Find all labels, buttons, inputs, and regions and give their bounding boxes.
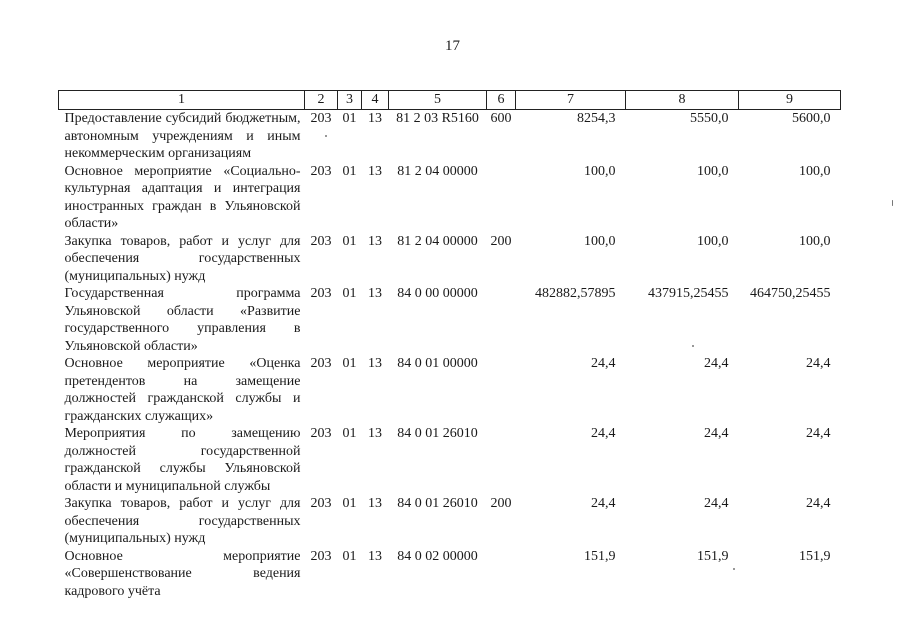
cell-code-5: 84 0 01 00000	[397, 356, 478, 371]
table-row	[59, 495, 841, 548]
cell-code-4: 13	[368, 163, 382, 179]
cell-code-3: 01	[342, 111, 357, 126]
cell-code-5: 84 0 01 26010	[397, 426, 478, 441]
cell-code-6: 200	[490, 233, 512, 249]
cell-code-3: 01	[342, 286, 357, 301]
cell-code-5: 81 2 04 00000	[397, 163, 478, 179]
cell-code-6	[487, 425, 516, 495]
cell-code-6	[487, 163, 516, 233]
cell-value-8: 24,4	[704, 356, 729, 371]
cell-value-7: 24,4	[591, 496, 616, 511]
cell-value-9: 100,0	[799, 233, 831, 249]
column-header-3: 3	[338, 91, 362, 110]
cell-value-9: 151,9	[799, 548, 831, 564]
scan-speck	[733, 568, 735, 570]
cell-code-2: 203	[310, 233, 332, 249]
cell-code-5: 84 0 00 00000	[397, 286, 478, 301]
cell-code-4: 13	[368, 548, 382, 564]
cell-value-9: 5600,0	[792, 111, 831, 126]
cell-value-7: 482882,57895	[535, 286, 616, 301]
table-row	[59, 285, 841, 355]
row-name: Предоставление субсидий бюджетным, автономным учреждениям и иным некоммерческим организациям	[64, 111, 301, 161]
table-row	[59, 355, 841, 425]
cell-value-7: 100,0	[584, 163, 616, 179]
cell-value-7: 151,9	[584, 548, 616, 564]
row-name: Основное мероприятие «Совершенствование ведения кадрового учёта	[64, 548, 301, 599]
cell-code-6	[487, 355, 516, 425]
cell-code-4: 13	[368, 496, 382, 511]
cell-value-9: 24,4	[806, 356, 831, 371]
page-number: 17	[445, 38, 460, 54]
column-header-5: 5	[389, 91, 487, 110]
cell-value-8: 24,4	[704, 426, 729, 441]
cell-code-6	[487, 548, 516, 601]
cell-code-4: 13	[368, 356, 382, 371]
cell-value-9: 24,4	[806, 426, 831, 441]
cell-code-5: 81 2 04 00000	[397, 233, 478, 249]
row-name: Мероприятия по замещению должностей государственной гражданской службы Ульяновской области и муниципальной службы	[64, 426, 301, 494]
table-body	[59, 110, 841, 601]
cell-value-7: 24,4	[591, 426, 616, 441]
cell-code-2: 203	[310, 356, 332, 371]
cell-value-8: 24,4	[704, 496, 729, 511]
cell-code-4: 13	[368, 233, 382, 249]
cell-code-3: 01	[342, 233, 357, 249]
cell-code-3: 01	[342, 426, 357, 441]
cell-code-2: 203	[310, 286, 332, 301]
cell-code-4: 13	[368, 426, 382, 441]
cell-code-3: 01	[342, 356, 357, 371]
cell-value-7: 100,0	[584, 233, 616, 249]
cell-code-2: 203	[310, 111, 332, 126]
scan-speck	[892, 200, 893, 206]
cell-code-6: 600	[490, 111, 512, 126]
cell-code-2: 203	[310, 426, 332, 441]
cell-value-9: 100,0	[799, 163, 831, 179]
budget-table	[58, 90, 841, 600]
cell-code-5: 84 0 02 00000	[397, 548, 478, 564]
table-row	[59, 233, 841, 286]
cell-code-4: 13	[368, 111, 382, 126]
row-name: Закупка товаров, работ и услуг для обеспечения государственных (муниципальных) нужд	[64, 233, 301, 284]
cell-code-2: 203	[310, 496, 332, 511]
cell-code-5: 84 0 01 26010	[397, 496, 478, 511]
cell-value-8: 151,9	[697, 548, 729, 564]
cell-value-8: 100,0	[697, 163, 729, 179]
cell-value-8: 437915,25455	[648, 286, 729, 301]
column-header-1: 1	[59, 91, 305, 110]
cell-value-9: 24,4	[806, 496, 831, 511]
column-header-6: 6	[487, 91, 516, 110]
cell-code-6	[487, 285, 516, 355]
column-header-8: 8	[626, 91, 739, 110]
scan-speck	[325, 135, 327, 137]
column-header-4: 4	[362, 91, 389, 110]
cell-value-7: 8254,3	[577, 111, 616, 126]
cell-code-3: 01	[342, 163, 357, 179]
cell-code-2: 203	[310, 548, 332, 564]
row-name: Основное мероприятие «Социально-культурная адаптация и интеграция иностранных граждан в Ульяновской области»	[64, 163, 301, 231]
cell-code-3: 01	[342, 496, 357, 511]
cell-code-2: 203	[310, 163, 332, 179]
row-name: Закупка товаров, работ и услуг для обеспечения государственных (муниципальных) нужд	[64, 496, 301, 546]
cell-code-3: 01	[342, 548, 357, 564]
table-row	[59, 425, 841, 495]
column-header-7: 7	[516, 91, 626, 110]
cell-code-5: 81 2 03 R5160	[396, 111, 479, 126]
row-name: Государственная программа Ульяновской области «Развитие государственного управления в Ульяновской области»	[64, 286, 301, 354]
table-header	[59, 91, 841, 110]
row-name: Основное мероприятие «Оценка претендентов на замещение должностей гражданской службы и гражданских служащих»	[64, 356, 301, 424]
cell-value-8: 5550,0	[690, 111, 729, 126]
column-header-9: 9	[739, 91, 841, 110]
table-row	[59, 163, 841, 233]
cell-value-9: 464750,25455	[750, 286, 831, 301]
cell-value-8: 100,0	[697, 233, 729, 249]
cell-code-6: 200	[490, 496, 512, 511]
cell-value-7: 24,4	[591, 356, 616, 371]
table-row	[59, 548, 841, 601]
table-row	[59, 110, 841, 163]
cell-code-4: 13	[368, 286, 382, 301]
scan-speck	[692, 345, 694, 347]
column-header-2: 2	[305, 91, 338, 110]
